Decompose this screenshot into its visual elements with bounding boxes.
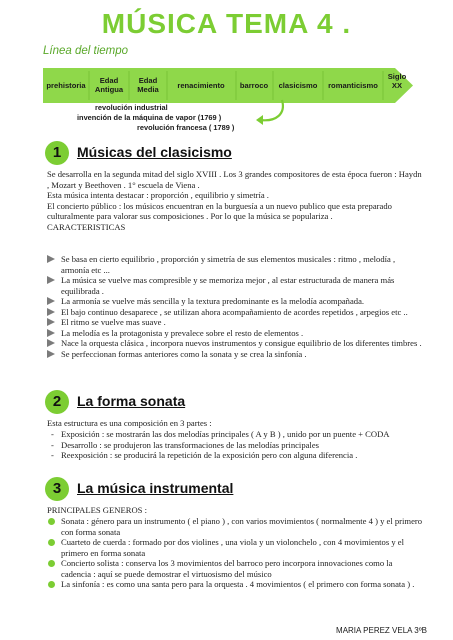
list-item: La melodía es la protagonista y prevalece sobre el resto de elementos . xyxy=(47,328,423,339)
green-dot-bullet-icon xyxy=(48,560,55,567)
generos-list xyxy=(47,516,423,590)
timeline-item-siglo-xx: Siglo XX xyxy=(387,72,407,90)
list-item: El ritmo se vuelve mas suave . xyxy=(47,317,423,328)
green-dot-bullet-icon xyxy=(48,539,55,546)
event-item: revolución francesa ( 1789 ) xyxy=(137,123,235,132)
triangle-bullet-icon xyxy=(47,329,55,337)
list-item: La armonía se vuelve más sencilla y la textura predominante es la melodía acompañada. xyxy=(47,296,423,307)
section-1-intro xyxy=(47,169,423,232)
list-item: La música se vuelve mas compresible y se memoriza mejor , al estar estructurada de manera más equilibrada . xyxy=(47,275,423,296)
list-item: Sonata : género para un instrumento ( el piano ) , con varios movimientos ( normalmente 4 ) y el primero con forma sonata xyxy=(47,516,423,537)
green-dot-bullet-icon xyxy=(48,581,55,588)
paragraph: Se desarrolla en la segunda mitad del siglo XVIII . Los 3 grandes compositores de esta época fueron : Haydn , Mozart y Beethoven . 1° escuela de Viena . xyxy=(47,169,422,190)
timeline-item-prehistoria: prehistoria xyxy=(46,81,86,90)
section-2-intro: Esta estructura es una composición en 3 partes : xyxy=(47,418,212,428)
author-signature: MARIA PEREZ VELA 3ºB xyxy=(336,626,427,635)
list-item: La sinfonía : es como una santa pero para la orquesta . 4 movimientos ( el primero con forma sonata ) . xyxy=(47,579,423,590)
section-title: La música instrumental xyxy=(77,480,234,496)
list-item: Cuarteto de cuerda : formado por dos violines , una viola y un violonchelo , con 4 movimientos y el primero en forma sonata xyxy=(47,537,423,558)
list-item: - Exposición : se mostrarán las dos melodías principales ( A y B ) , unido por un puente + CODA xyxy=(51,429,390,439)
section-number-badge: 3 xyxy=(45,477,69,501)
list-item: Se basa en cierto equilibrio , proporción y simetría de sus elementos musicales : ritmo , melodía , armonía etc ... xyxy=(47,254,423,275)
timeline-item-clasicismo: clasicismo xyxy=(278,81,318,90)
section-title: La forma sonata xyxy=(77,393,186,409)
triangle-bullet-icon xyxy=(47,350,55,358)
green-dot-bullet-icon xyxy=(48,518,55,525)
paragraph: El concierto público : los músicos encuentran en la burguesía a un nuevo publico que esta preparado culturalmente para valorar sus composiciones . Por lo que la música se populariza . xyxy=(47,200,392,221)
event-item: revolución industrial xyxy=(95,103,168,112)
caracteristicas-list xyxy=(47,254,423,359)
list-item: - Reexposición : se producirá la repetición de la exposición pero con alguna diferencia . xyxy=(51,450,358,460)
section-title: Músicas del clasicismo xyxy=(77,144,232,160)
timeline-arrow xyxy=(43,68,413,103)
timeline-item-edad-antigua: Edad Antigua xyxy=(94,76,124,94)
section-number-badge: 1 xyxy=(45,141,69,165)
dash-bullet: - xyxy=(51,439,54,450)
list-item: Se perfeccionan formas anteriores como la sonata y se crea la sinfonía . xyxy=(47,349,423,360)
triangle-bullet-icon xyxy=(47,297,55,305)
sonata-parts-list xyxy=(47,429,423,461)
triangle-bullet-icon xyxy=(47,318,55,326)
list-item: Concierto solista : conserva los 3 movimientos del barroco pero incorpora innovaciones como la cadencia : aquí se puede demostrar el virtuosismo del músico xyxy=(47,558,423,579)
timeline-item-romanticismo: romanticismo xyxy=(328,81,378,90)
historical-events xyxy=(77,103,297,133)
triangle-bullet-icon xyxy=(47,339,55,347)
section-number-badge: 2 xyxy=(45,390,69,414)
triangle-bullet-icon xyxy=(47,276,55,284)
list-item: Nace la orquesta clásica , incorpora nuevos instrumentos y consigue equilibrio de los diferentes timbres . xyxy=(47,338,423,349)
subheading-caracteristicas: CARACTERISTICAS xyxy=(47,221,126,232)
triangle-bullet-icon xyxy=(47,308,55,316)
dash-bullet: - xyxy=(51,450,54,460)
paragraph: Esta música intenta destacar : proporción , equilibrio y simetría . xyxy=(47,190,269,200)
event-item: invención de la máquina de vapor (1769 ) xyxy=(77,113,222,122)
timeline-subtitle: Línea del tiempo xyxy=(43,45,129,57)
timeline-item-barroco: barroco xyxy=(239,81,269,90)
list-item: El bajo continuo desaparece , se utilizan ahora acompañamiento de acordes repetidos , arpegios etc .. xyxy=(47,307,423,318)
triangle-bullet-icon xyxy=(47,255,55,263)
timeline-item-renacimiento: renacimiento xyxy=(177,81,225,90)
section-3-subheading: PRINCIPALES GENEROS : xyxy=(47,505,147,515)
page-title: MÚSICA TEMA 4 . xyxy=(101,8,352,39)
dash-bullet: - xyxy=(51,429,54,439)
list-item: - Desarrollo : se produjeron las transformaciones de las melodías principales xyxy=(51,439,319,450)
timeline-item-edad-media: Edad Media xyxy=(137,76,159,94)
